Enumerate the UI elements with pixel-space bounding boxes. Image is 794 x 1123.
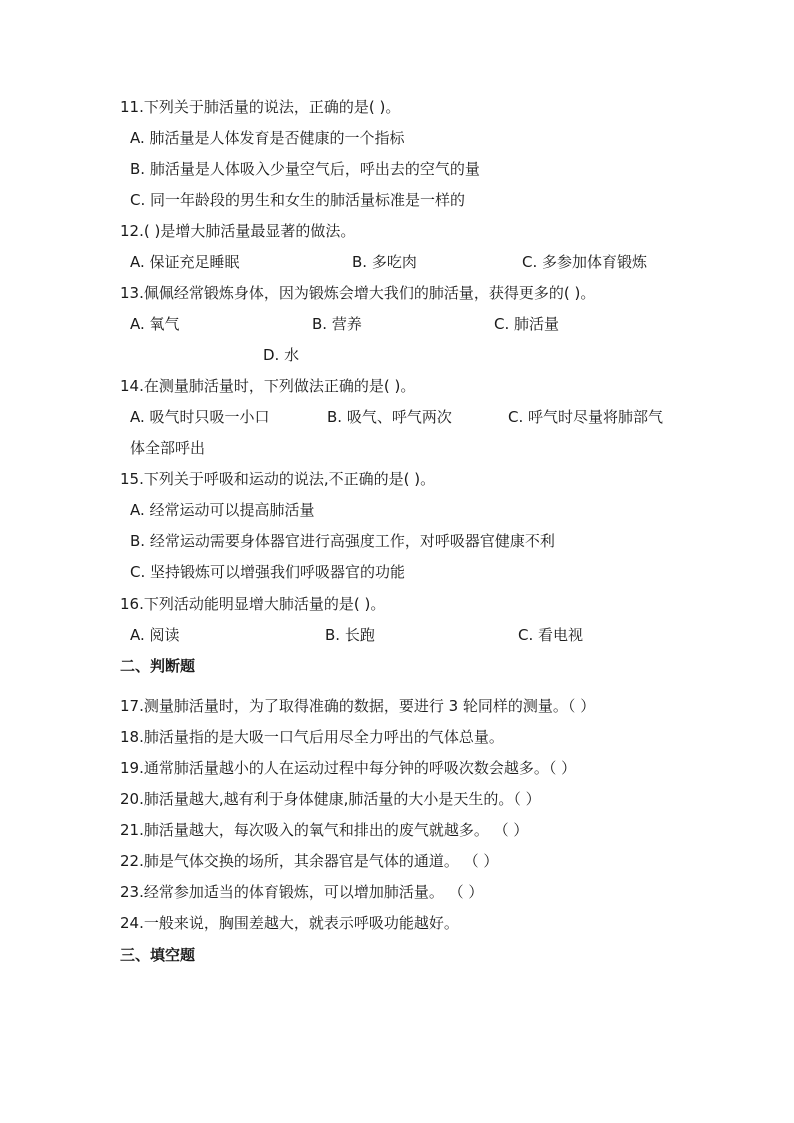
question-16-option-a: A. 阅读 bbox=[130, 626, 180, 644]
section-heading-fill-in: 三、填空题 bbox=[120, 946, 196, 964]
question-15-option-b: B. 经常运动需要身体器官进行高强度工作，对呼吸器官健康不利 bbox=[130, 532, 555, 550]
question-13-option-d: D. 水 bbox=[263, 346, 300, 364]
question-12-stem: 12.( )是增大肺活量最显著的做法。 bbox=[120, 222, 356, 240]
judge-item-20: 20.肺活量越大,越有利于身体健康,肺活量的大小是天生的。（ ） bbox=[120, 790, 541, 808]
judge-item-18: 18.肺活量指的是大吸一口气后用尽全力呼出的气体总量。 bbox=[120, 728, 504, 746]
question-11-option-a: A. 肺活量是人体发育是否健康的一个指标 bbox=[130, 129, 405, 147]
question-14-option-c-continued: 体全部呼出 bbox=[130, 439, 206, 457]
question-14-stem: 14.在测量肺活量时，下列做法正确的是( )。 bbox=[120, 377, 416, 395]
question-16-option-b: B. 长跑 bbox=[325, 626, 375, 644]
question-14-option-b: B. 吸气、呼气两次 bbox=[327, 408, 452, 426]
question-11-option-b: B. 肺活量是人体吸入少量空气后，呼出去的空气的量 bbox=[130, 160, 480, 178]
judge-item-24: 24.一般来说，胸围差越大，就表示呼吸功能越好。 bbox=[120, 914, 459, 932]
question-13-option-a: A. 氧气 bbox=[130, 315, 180, 333]
question-14-option-a: A. 吸气时只吸一小口 bbox=[130, 408, 270, 426]
question-11-option-c: C. 同一年龄段的男生和女生的肺活量标准是一样的 bbox=[130, 191, 466, 209]
judge-item-21: 21.肺活量越大，每次吸入的氧气和排出的废气就越多。 （ ） bbox=[120, 821, 529, 839]
question-15-option-a: A. 经常运动可以提高肺活量 bbox=[130, 501, 315, 519]
question-14-option-c: C. 呼气时尽量将肺部气 bbox=[508, 408, 664, 426]
question-12-option-c: C. 多参加体育锻炼 bbox=[522, 253, 648, 271]
judge-item-19: 19.通常肺活量越小的人在运动过程中每分钟的呼吸次数会越多。（ ） bbox=[120, 759, 577, 777]
question-12-option-a: A. 保证充足睡眠 bbox=[130, 253, 240, 271]
question-16-option-c: C. 看电视 bbox=[518, 626, 584, 644]
judge-item-17: 17.测量肺活量时，为了取得准确的数据，要进行 3 轮同样的测量。（ ） bbox=[120, 697, 596, 715]
question-13-option-c: C. 肺活量 bbox=[494, 315, 560, 333]
question-16-stem: 16.下列活动能明显增大肺活量的是( )。 bbox=[120, 595, 386, 613]
judge-item-23: 23.经常参加适当的体育锻炼，可以增加肺活量。 （ ） bbox=[120, 883, 484, 901]
question-13-option-b: B. 营养 bbox=[312, 315, 362, 333]
question-13-stem: 13.佩佩经常锻炼身体，因为锻炼会增大我们的肺活量，获得更多的( )。 bbox=[120, 284, 596, 302]
question-15-option-c: C. 坚持锻炼可以增强我们呼吸器官的功能 bbox=[130, 563, 406, 581]
judge-item-22: 22.肺是气体交换的场所，其余器官是气体的通道。 （ ） bbox=[120, 852, 499, 870]
question-15-stem: 15.下列关于呼吸和运动的说法,不正确的是( )。 bbox=[120, 470, 436, 488]
question-12-option-b: B. 多吃肉 bbox=[352, 253, 417, 271]
section-heading-judgement: 二、判断题 bbox=[120, 657, 196, 675]
question-11-stem: 11.下列关于肺活量的说法，正确的是( )。 bbox=[120, 98, 401, 116]
